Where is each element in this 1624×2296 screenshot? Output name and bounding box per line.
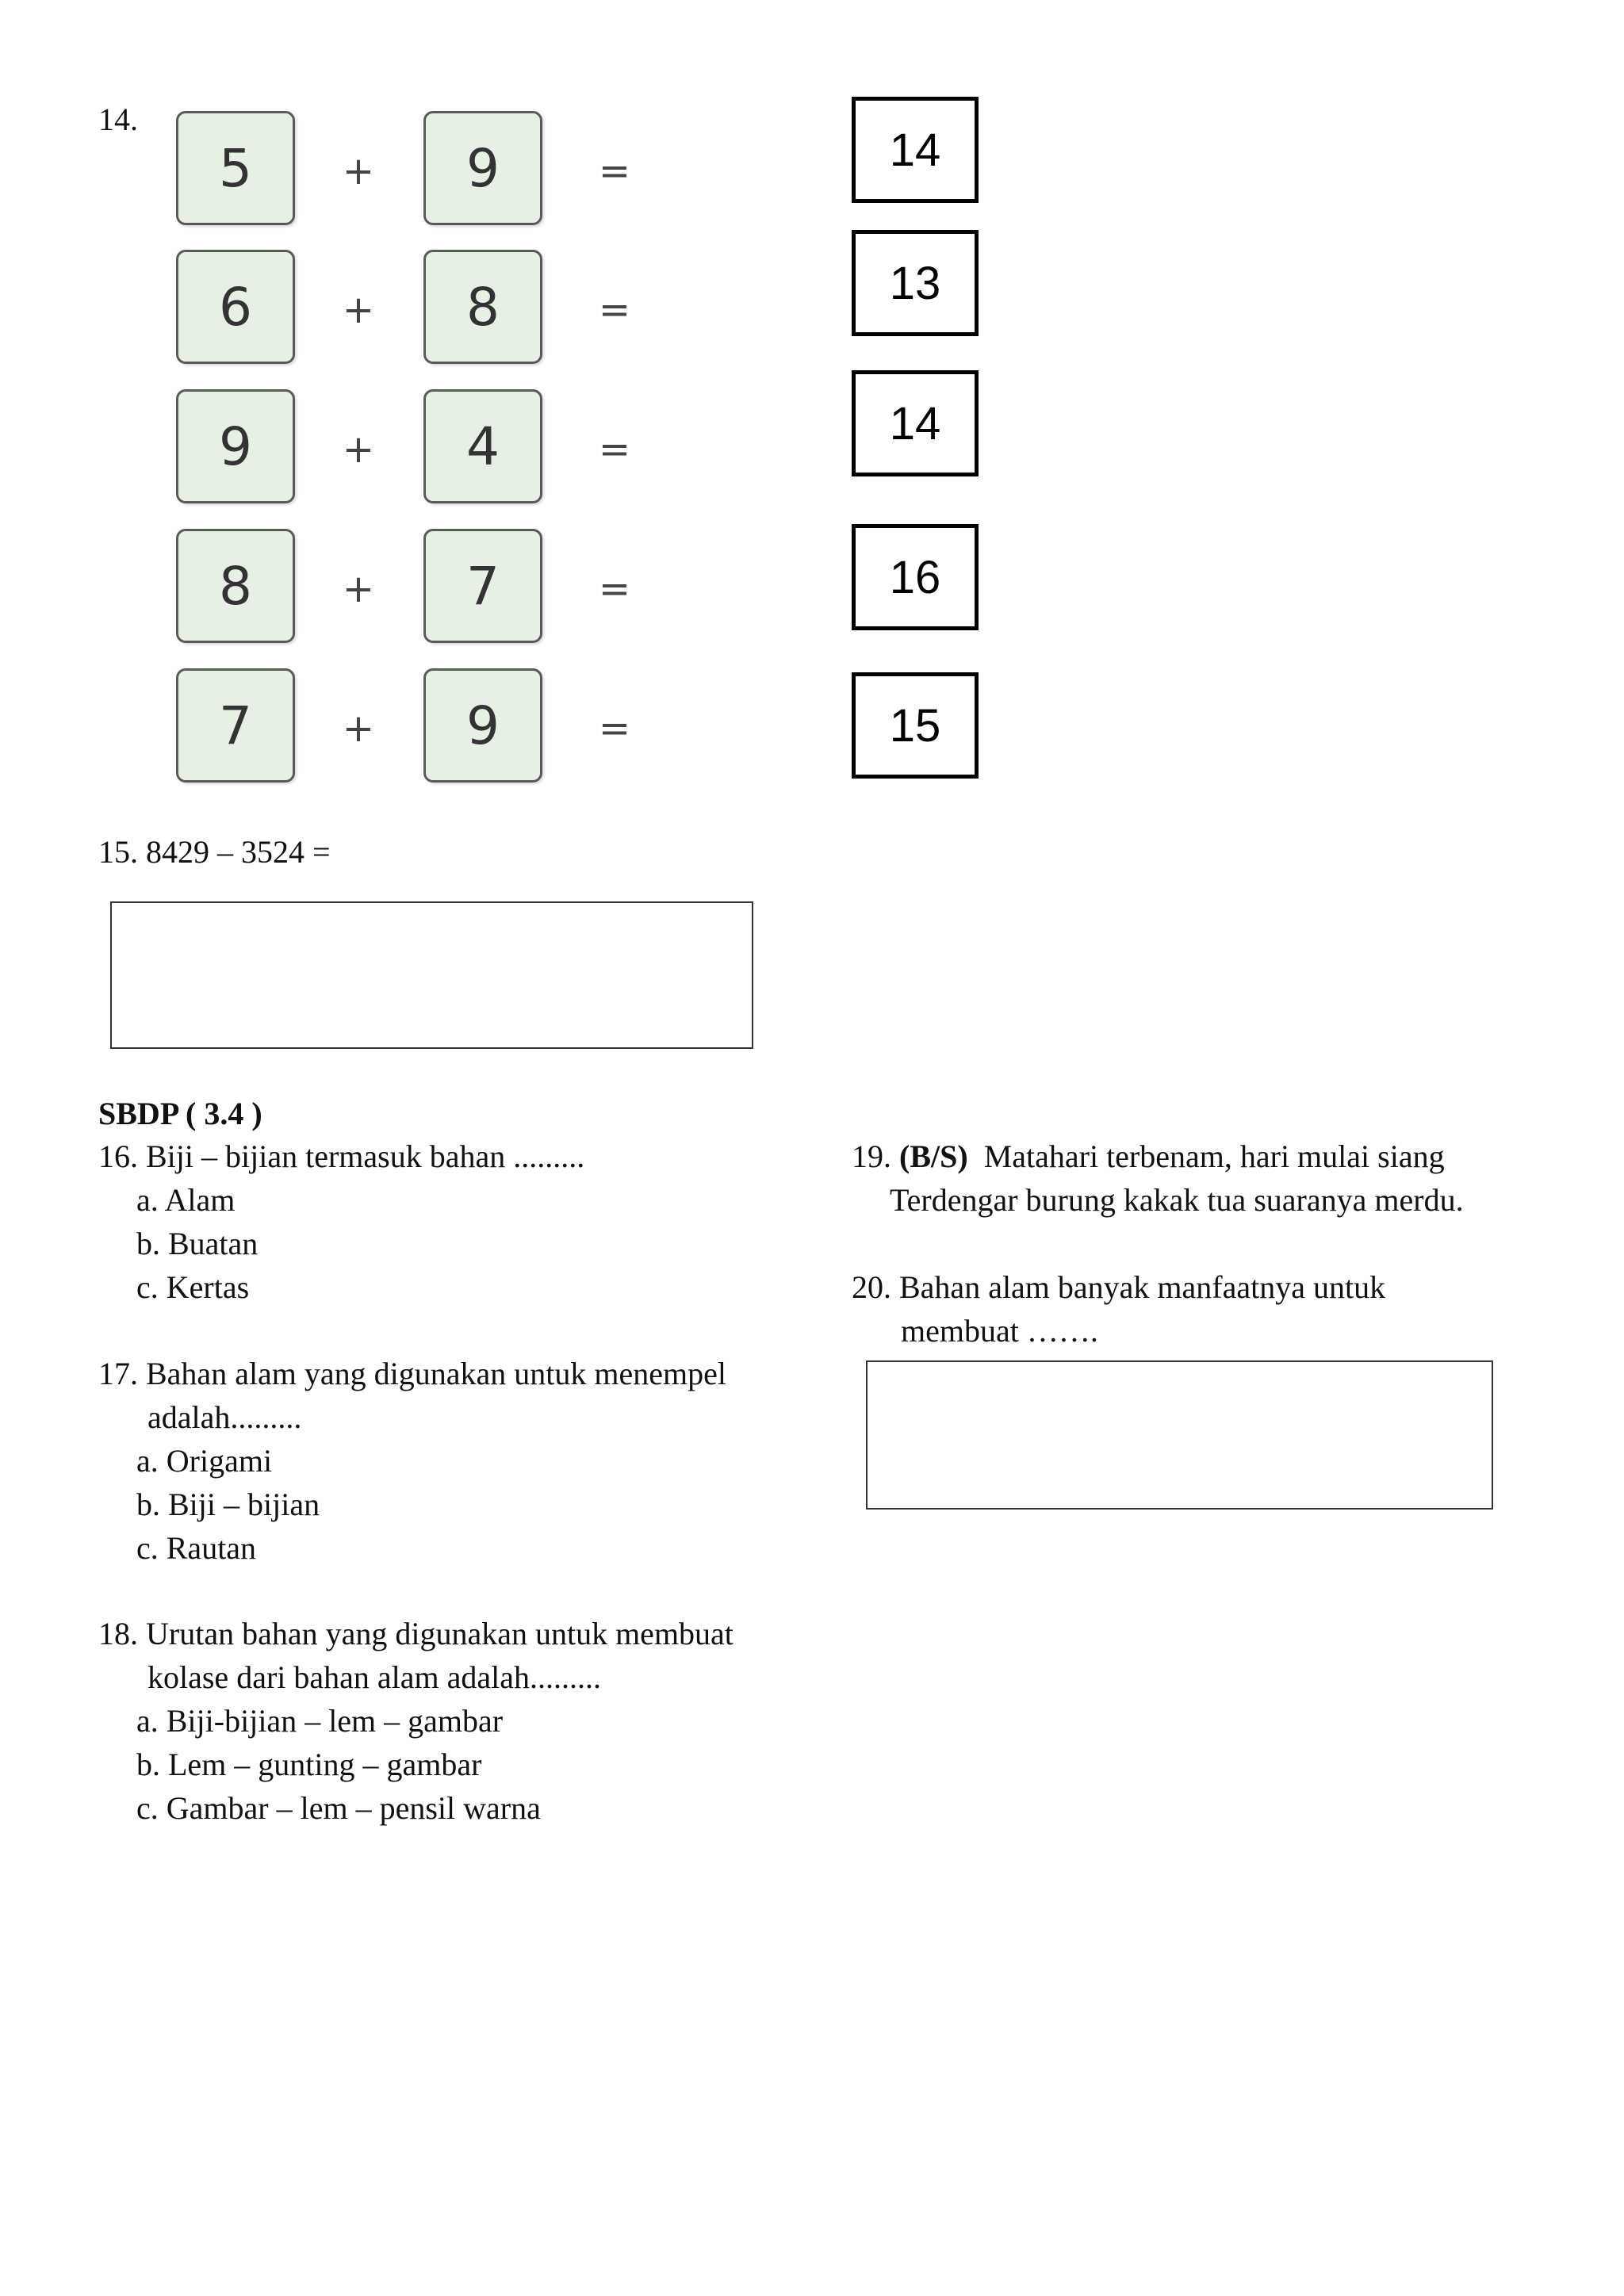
q16-stem: 16. Biji – bijian termasuk bahan ......... [98,1138,585,1174]
q15-text: 15. 8429 – 3524 = [98,834,331,870]
q14-row4-answer-box[interactable]: 16 [852,524,979,630]
q18-option-b[interactable]: b. Lem – gunting – gambar [136,1747,482,1782]
q19-statement-line2: Terdengar burung kakak tua suaranya merdu. [890,1182,1464,1218]
q14-row1-answer-box[interactable]: 14 [852,97,979,203]
q14-row1-addend-a: 5 [176,111,295,225]
q14-row4-addend-b: 7 [423,529,542,643]
q14-row5-answer-box[interactable]: 15 [852,672,979,779]
q14-row2-addend-a: 6 [176,250,295,364]
q16-option-c[interactable]: c. Kertas [136,1269,250,1305]
q14-row2-addend-b: 8 [423,250,542,364]
q19-statement-line1: Matahari terbenam, hari mulai siang [983,1138,1445,1174]
section-title [98,1093,262,1135]
q14-row5-plus: + [342,706,375,751]
q20-stem-line1: 20. Bahan alam banyak manfaatnya untuk [852,1269,1386,1305]
q18-option-a[interactable]: a. Biji-bijian – lem – gambar [136,1703,504,1739]
q19-number: 19. [852,1138,891,1174]
q14-row2-plus: + [342,288,375,332]
q14-number: 14. [98,101,138,137]
q18-option-c[interactable]: c. Gambar – lem – pensil warna [136,1790,541,1826]
q14-row3-addend-b: 4 [423,389,542,503]
q14-row5-equals: = [598,706,631,751]
q14-row3-answer-box[interactable]: 14 [852,370,979,476]
q14-row3-addend-a: 9 [176,389,295,503]
q17-option-b[interactable]: b. Biji – bijian [136,1487,320,1522]
q17-stem-line2: adalah......... [147,1399,302,1435]
q17-option-c[interactable]: c. Rautan [136,1530,257,1566]
section-title-text: SBDP ( 3.4 ) [98,1096,262,1131]
q18-stem-line2: kolase dari bahan alam adalah......... [147,1659,601,1695]
q14-row2-equals: = [598,288,631,332]
q14-row4-plus: + [342,567,375,611]
q20-answer-box[interactable] [866,1360,1493,1510]
q15-answer-box[interactable] [110,901,753,1049]
q14-row5-addend-a: 7 [176,668,295,783]
q20-stem-line2: membuat ……. [901,1313,1098,1349]
q14-row4-addend-a: 8 [176,529,295,643]
q16-option-b[interactable]: b. Buatan [136,1226,259,1261]
q14-row5-addend-b: 9 [423,668,542,783]
q16-option-a[interactable]: a. Alam [136,1182,236,1218]
q18-stem-line1: 18. Urutan bahan yang digunakan untuk membuat [98,1616,733,1651]
q17-option-a[interactable]: a. Origami [136,1443,273,1479]
q19-line1 [852,1135,1445,1178]
q14-row1-plus: + [342,149,375,193]
q14-row4-equals: = [598,567,631,611]
q19-true-false-tag: (B/S) [899,1138,968,1174]
q14-row1-equals: = [598,149,631,193]
q14-row3-equals: = [598,427,631,472]
q14-row1-addend-b: 9 [423,111,542,225]
q17-stem-line1: 17. Bahan alam yang digunakan untuk menempel [98,1356,727,1391]
q14-row2-answer-box[interactable]: 13 [852,230,979,336]
q14-row3-plus: + [342,427,375,472]
